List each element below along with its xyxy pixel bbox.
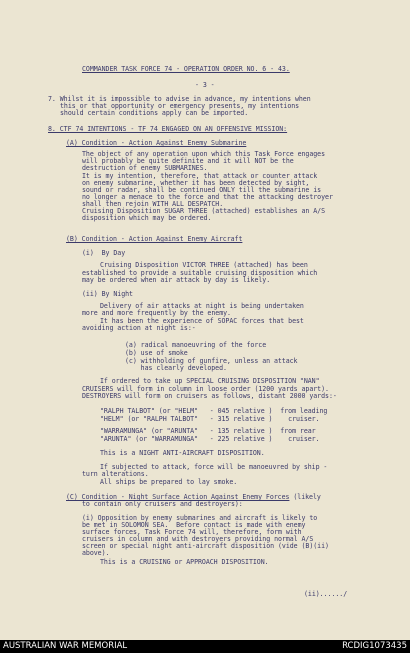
section-b-ordered-line: If ordered to take up SPECIAL CRUISING DISPOSITION "NAN" bbox=[100, 377, 320, 385]
section-a-line: Cruising Disposition SUGAR THREE (attached) establishes an A/S bbox=[82, 207, 326, 215]
section-c-line: screen or special night anti-aircraft disposition (vide (B)(ii) bbox=[82, 542, 329, 550]
section-b-sub2-heading: (ii) By Night bbox=[82, 290, 133, 298]
section-b-subject-line: All ships be prepared to lay smoke. bbox=[100, 478, 238, 486]
section-b-ordered-line: CRUISERS will form in column in loose order (1200 yards apart). bbox=[82, 385, 329, 393]
section-b-heading: (B) Condition - Action Against Enemy Aircraft bbox=[66, 235, 243, 243]
section-c-line: be met in SOLOMON SEA. Before contact is made with enemy bbox=[82, 521, 306, 529]
night-disposition-line: This is a NIGHT ANTI-AIRCRAFT DISPOSITION. bbox=[100, 449, 265, 457]
section-a-line: destruction of enemy SUBMARINES. bbox=[82, 164, 208, 172]
section-c-heading-rest: (likely bbox=[289, 493, 321, 501]
page-number: - 3 - bbox=[195, 81, 215, 89]
section-a-line: The object of any operation upon which this Task Force engages bbox=[82, 150, 326, 158]
para-7-line-3: should certain conditions apply can be imported. bbox=[60, 109, 249, 117]
para-7-line-1: 7. Whilst it is impossible to advise in advance, my intentions when bbox=[48, 95, 311, 103]
section-c-line: (i) Opposition by enemy submarines and aircraft is likely to bbox=[82, 514, 318, 522]
section-a-heading: (A) Condition - Action Against Enemy Submarine bbox=[66, 139, 247, 147]
continuation-marker: (ii)....../ bbox=[304, 590, 348, 598]
formation-row: "WARRAMUNGA" (or "ARUNTA" - 135 relative ) from rear bbox=[100, 427, 316, 435]
formation-row: "ARUNTA" (or "WARRAMUNGA" - 225 relative ) cruiser. bbox=[100, 435, 320, 443]
archive-footer bbox=[0, 640, 410, 653]
section-a-line: on enemy submarine, whether it has been detected by sight, bbox=[82, 179, 310, 187]
section-c-line: surface forces, Task Force 74 will, therefore, form with bbox=[82, 528, 302, 536]
section-b-sub2-line: It has been the experience of SOPAC forces that best bbox=[100, 317, 304, 325]
section-b-sub1-line: Cruising Disposition VICTOR THREE (attached) has been bbox=[100, 261, 308, 269]
section-b-sub1-heading: (i) By Day bbox=[82, 249, 126, 257]
section-a-line: It is my intention, therefore, that attack or counter attack bbox=[82, 172, 318, 180]
section-b-sub1-line: may be ordered when air attack by day is likely. bbox=[82, 276, 271, 284]
list-item: (c) withholding of gunfire, unless an attack bbox=[125, 357, 298, 365]
footer-record-id: RCDIG1073435 bbox=[342, 641, 407, 651]
list-item: (b) use of smoke bbox=[125, 349, 188, 357]
section-a-line: disposition which may be ordered. bbox=[82, 214, 212, 222]
section-b-ordered-line: DESTROYERS will form on cruisers as follows, distant 2000 yards:- bbox=[82, 392, 337, 400]
formation-row: "HELM" (or "RALPH TALBOT" - 315 relative ) cruiser. bbox=[100, 415, 320, 423]
section-b-sub2-line: Delivery of air attacks at night is being undertaken bbox=[100, 302, 304, 310]
section-b-subject-line: If subjected to attack, force will be manoeuvred by ship - bbox=[100, 463, 328, 471]
section-c-line: cruisers in column and with destroyers providing normal A/S bbox=[82, 535, 314, 543]
formation-row: "RALPH TALBOT" (or "HELM" - 045 relative ) from leading bbox=[100, 407, 328, 415]
footer-institution: AUSTRALIAN WAR MEMORIAL bbox=[3, 641, 128, 651]
list-item: (a) radical manoeuvring of the force bbox=[125, 341, 267, 349]
list-item: has clearly developed. bbox=[125, 364, 227, 372]
section-c-line: This is a CRUISING or APPROACH DISPOSITION. bbox=[100, 558, 269, 566]
document-header: COMMANDER TASK FORCE 74 - OPERATION ORDER NO. 6 - 43. bbox=[82, 65, 290, 73]
section-b-sub2-line: more and more frequently by the enemy. bbox=[82, 309, 231, 317]
section-b-subject-line: turn alterations. bbox=[82, 470, 149, 478]
section-b-sub1-line: established to provide a suitable cruising disposition which bbox=[82, 269, 318, 277]
section-a-line: will probably be quite definite and it will NOT be the bbox=[82, 157, 294, 165]
section-a-line: sound or radar, shall be continued ONLY till the submarine is bbox=[82, 186, 322, 194]
section-c-heading-line-2: to contain only cruisers and destroyers): bbox=[82, 500, 243, 508]
section-c-heading-underlined: (C) Condition - Night Surface Action Against Enemy Forces bbox=[66, 493, 290, 501]
para-8-heading: 8. CTF 74 INTENTIONS - TF 74 ENGAGED ON AN OFFENSIVE MISSION: bbox=[48, 125, 288, 133]
section-c-line: above). bbox=[82, 549, 110, 557]
section-a-line: shall then rejoin WITH ALL DESPATCH. bbox=[82, 200, 224, 208]
section-b-sub2-line: avoiding action at night is:- bbox=[82, 324, 196, 332]
para-7-line-2: this or that opportunity or emergency presents, my intentions bbox=[60, 102, 300, 110]
section-a-line: no longer a menace to the force and that the attacking destroyer bbox=[82, 193, 333, 201]
